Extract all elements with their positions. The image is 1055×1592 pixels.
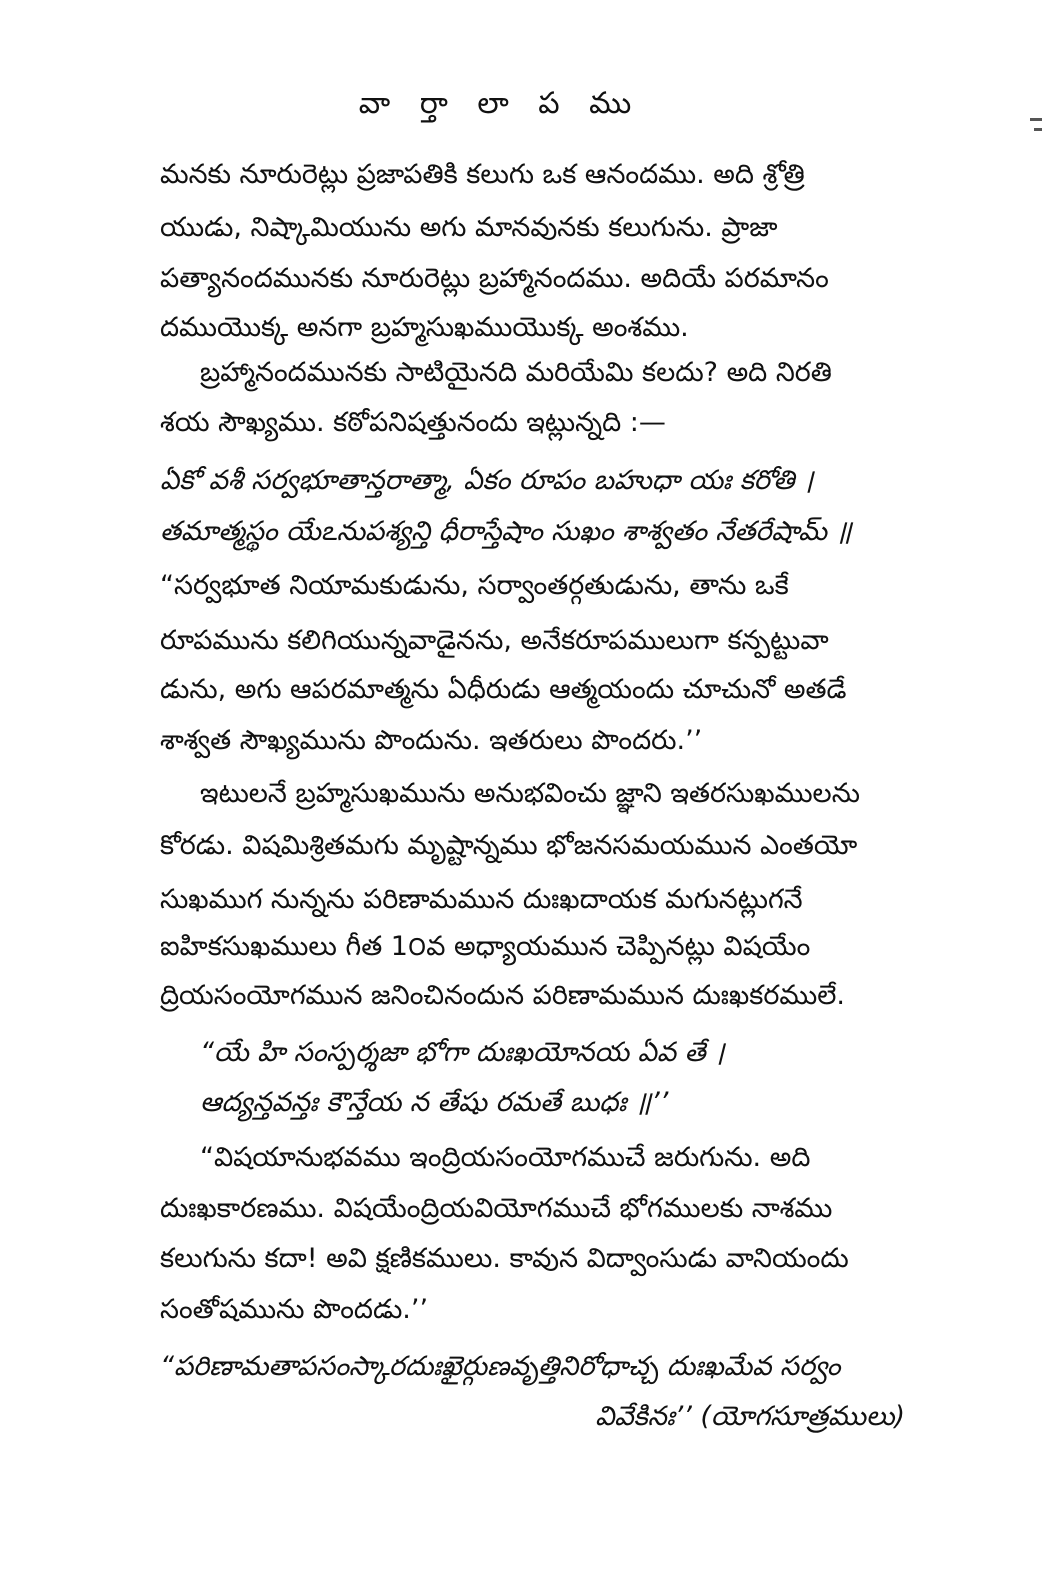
text-line: ఐహికసుఖములు గీత 1౦వ అధ్యాయమున చెప్పినట్లు విషయేం <box>160 931 811 962</box>
verse-line: ఏకో వశీ సర్వభూతాన్తరాత్మా, ఏకం రూపం బహుధా యః కరోతి । <box>160 465 814 496</box>
text-line: సంతోషమును పొందడు.’’ <box>160 1294 429 1325</box>
text-line: కోరడు. విషమిశ్రితమగు మృష్టాన్నము భోజనసమయమున ఎంతయో <box>160 830 858 861</box>
verse-line: తమాత్మస్థం యేఽనుపశ్యన్తి ధీరాస్తేషాం సుఖం శాశ్వతం నేతరేషామ్ ॥ <box>160 516 852 547</box>
text-line: బ్రహ్మానందమునకు సాటియైనది మరియేమి కలదు? అది నిరతి <box>200 357 832 388</box>
text-line: శాశ్వత సౌఖ్యమును పొందును. ఇతరులు పొందరు.’’ <box>160 725 703 756</box>
text-line: రూపమును కలిగియున్నవాడైనను, అనేకరూపములుగా కన్పట్టువా <box>160 625 829 656</box>
text-line: ఇటులనే బ్రహ్మసుఖమును అనుభవించు జ్ఞాని ఇతరసుఖములను <box>200 778 860 809</box>
text-line: డును, అగు ఆపరమాత్మను ఏధీరుడు ఆత్మయందు చూచునో అతడే <box>160 674 847 705</box>
text-line: దముయొక్క అనగా బ్రహ్మసుఖముయొక్క అంశము. <box>160 312 689 343</box>
verse-line: “యే హి సంస్పర్శజా భోగా దుఃఖయోనయ ఏవ తే । <box>200 1037 725 1068</box>
text-line: ద్రియసంయోగమున జనించినందున పరిణామమున దుఃఖకరములే. <box>160 980 846 1011</box>
verse-line-citation: వివేకినః’’ (యోగసూత్రములు) <box>595 1401 905 1432</box>
margin-mark <box>1030 118 1042 121</box>
margin-mark <box>1034 128 1042 131</box>
text-line: శయ సౌఖ్యము. కఠోపనిషత్తునందు ఇట్లున్నది :— <box>160 407 666 438</box>
text-line: “సర్వభూత నియామకుడును, సర్వాంతర్గతుడును, తాను ఒకే <box>160 570 789 601</box>
text-line: కలుగును కదా! అవి క్షణికములు. కావున విద్వాంసుడు వానియందు <box>160 1243 849 1274</box>
text-line: మనకు నూరురెట్లు ప్రజాపతికి కలుగు ఒక ఆనందము. అది శ్రోత్రి <box>160 159 805 190</box>
text-line: దుఃఖకారణము. విషయేంద్రియవియోగముచే భోగములకు నాశము <box>160 1193 833 1224</box>
page-title: వా ర్తా లా ప ము <box>358 86 642 121</box>
text-line: సుఖముగ నున్నను పరిణామమున దుఃఖదాయక మగునట్లుగనే <box>160 884 803 915</box>
text-line: పత్యానందమునకు నూరురెట్లు బ్రహ్మానందము. అదియే పరమానం <box>160 263 829 294</box>
verse-line: “పరిణామతాపసంస్కారదుఃఖైర్గుణవృత్తినిరోధాచ్చ దుఃఖమేవ సర్వం <box>160 1351 841 1382</box>
text-line: “విషయానుభవము ఇంద్రియసంయోగముచే జరుగును. అది <box>200 1142 811 1173</box>
text-line: యుడు, నిష్కామియును అగు మానవునకు కలుగును. ప్రాజా <box>160 212 778 243</box>
verse-line: ఆద్యన్తవన్తః కౌన్తేయ న తేషు రమతే బుధః ॥’’ <box>200 1087 669 1118</box>
